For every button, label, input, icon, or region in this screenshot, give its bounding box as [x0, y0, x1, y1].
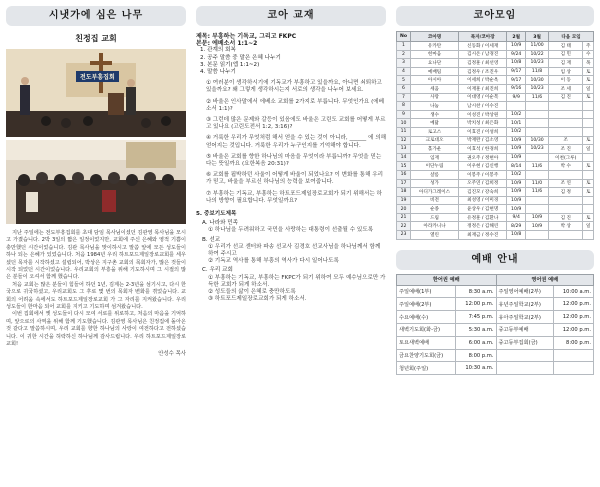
table-cell: 박치성 / 최은화: [459, 119, 507, 128]
table-cell: 나눔: [411, 102, 459, 111]
table-cell: [549, 102, 583, 111]
service-time: 10:30 a.m.: [456, 362, 496, 375]
table-cell: 토: [583, 213, 594, 222]
question: [196, 191, 386, 205]
table-cell: 김 정: [549, 188, 583, 197]
table-cell: 예배팀: [411, 67, 459, 76]
table-cell: 생수: [411, 110, 459, 119]
table-cell: 최성영 / 이미경: [459, 196, 507, 205]
prayer-item: ① 하나님을 두려워하고 국민을 사랑하는 대통령이 선출될 수 있도록: [208, 227, 374, 234]
table-cell: 열린: [411, 231, 459, 240]
essay-body: [6, 230, 186, 358]
question-text: ④ 거룩한 우리가 무엇처럼 해서 얻을 수 있는 것이 아니라, ______ 에 의해 얻어지는 것입니다. 거룩한 우리가 누구인지를 기억해야 합니다.: [206, 135, 387, 149]
table-cell: [526, 119, 549, 128]
table-cell: 주: [583, 42, 594, 51]
prayer-section-label: C. 우리 교회: [202, 267, 233, 274]
table-cell: [583, 231, 594, 240]
table-cell: 5: [397, 76, 411, 85]
table-cell: 7: [397, 93, 411, 102]
table-cell: 조 세: [549, 84, 583, 93]
service-name: 유년주일학교(2부): [496, 298, 553, 311]
table-cell: 예닮: [411, 119, 459, 128]
table-cell: 10/9: [507, 179, 526, 188]
section-header-middle: 코아 교재: [196, 6, 386, 26]
table-cell: [507, 102, 526, 111]
table-cell: 남시찬 / 이수진: [459, 102, 507, 111]
table-cell: 크로대오: [411, 136, 459, 145]
table-cell: 11: [397, 127, 411, 136]
table-cell: 김정훈 / 최선영: [459, 59, 507, 68]
table-row: [397, 205, 594, 214]
service-name: 주일영어예배(2부): [496, 285, 553, 298]
question: [196, 135, 386, 149]
table-row: [397, 196, 594, 205]
table-cell: [549, 110, 583, 119]
table-cell: 세움: [411, 84, 459, 93]
table-cell: 10: [397, 119, 411, 128]
table-cell: 일: [583, 84, 594, 93]
service-name: 토요새벽예배: [397, 336, 456, 349]
table-cell: 21: [397, 213, 411, 222]
table-cell: [583, 170, 594, 179]
section-header-worship: 예배 안내: [396, 250, 594, 270]
core-group-table: [396, 31, 594, 240]
table-cell: 9: [397, 110, 411, 119]
table-row: [397, 179, 594, 188]
study-outline: [196, 47, 386, 76]
table-cell: 11/6: [526, 188, 549, 197]
table-cell: 이 동: [549, 76, 583, 85]
worship-schedule-table: [396, 274, 594, 376]
table-cell: 11/00: [526, 42, 549, 51]
table-cell: [549, 231, 583, 240]
table-cell: 10/23: [526, 59, 549, 68]
essay-paragraph: 처음 교회는 많은 분들이 힘들어 하던 1년, 김계는 2-3년을 섬기시고, 다시 한국으로 귀국하셨고, 우리교회도 그 후로 몇 번의 목회자 변화를 겪었습니다. 교회의 어려움 속에서도 하트포드제일장로교회 가 그 자리를 지켜왔습니다. 우리 성도들이 한마음 되어 교회를 지키고 기도하며 섬겨왔습니다.: [6, 281, 186, 311]
table-cell: 10/9: [526, 213, 549, 222]
table-cell: [583, 102, 594, 111]
table-cell: 일: [583, 222, 594, 231]
table-cell: 6: [397, 84, 411, 93]
table-cell: [549, 170, 583, 179]
table-cell: [526, 127, 549, 136]
question-text: ② 바울은 인사말에서 에베소 교회를 2가지로 부릅니다. 무엇인가요 (에베소서 1:1)?: [206, 98, 385, 112]
table-cell: 유카탄: [411, 42, 459, 51]
service-time: 10:00 a.m.: [553, 285, 593, 298]
service-time: [553, 349, 593, 362]
study-scripture: 본문: 에베소서 1:1~2: [196, 40, 258, 48]
question: [196, 117, 386, 131]
table-row: [397, 76, 594, 85]
table-cell: 김 민: [549, 50, 583, 59]
table-cell: 11/6: [526, 162, 549, 171]
table-cell: 권오주 / 정현아: [459, 153, 507, 162]
table-cell: 22: [397, 222, 411, 231]
service-name: 수요예배(수): [397, 311, 456, 324]
table-row: [397, 162, 594, 171]
table-cell: 10/23: [526, 84, 549, 93]
service-name: 중고등부예배: [496, 324, 553, 337]
table-cell: 김시온 / 남경진: [459, 50, 507, 59]
table-header-row: [397, 32, 594, 42]
table-cell: 정정은 / 김해린: [459, 222, 507, 231]
table-row: [397, 50, 594, 59]
table-row: [397, 153, 594, 162]
table-cell: 샬롬: [411, 170, 459, 179]
question-text: ⑤ 바울은 교회를 향한 하나님의 마음을 무엇이라 부릅니까? 무엇을 믿는다는 뜻일까요 (요한복음 20:31)?: [206, 153, 382, 168]
table-cell: [583, 196, 594, 205]
table-cell: 20: [397, 205, 411, 214]
table-cell: 목: [583, 59, 594, 68]
service-time: 7:45 p.m.: [456, 311, 496, 324]
table-cell: 12: [397, 136, 411, 145]
table-cell: 박 상: [549, 222, 583, 231]
table-cell: 이천(그루): [549, 153, 583, 162]
table-cell: 윤상우 / 김현명: [459, 205, 507, 214]
service-time: 12:00 p.m.: [553, 311, 593, 324]
table-row: [397, 102, 594, 111]
question-text: ⑦ 부흥하는 기독교, 부흥하는 하트포드제일장로교회가 되기 위해서는 하나의 방향이 필요합니다. 무엇일까요?: [206, 190, 382, 204]
prayer-item: ② 기독교 역사를 통해 부흥의 역사가 다시 일어나도록: [208, 258, 339, 265]
table-cell: [549, 205, 583, 214]
service-time: [553, 362, 593, 375]
table-cell: 사랑: [411, 93, 459, 102]
table-row: [397, 42, 594, 51]
middle-column: [196, 6, 386, 304]
prayer-item: ① 부흥하는 기독교, 부흥하는 FKPC가 되기 위하여 모두 예수님으로만 가득한 교회가 되게 하소서.: [208, 274, 386, 288]
table-cell: 2: [397, 50, 411, 59]
service-time: 5:30 a.m.: [456, 324, 496, 337]
worship-rows: [397, 285, 594, 375]
table-cell: 10/9: [507, 136, 526, 145]
question-text: ③ 그런데 많은 문제와 갈등이 있음에도 바울은 고린도 교회를 어떻게 부르고 있나요 (고린도전서 1:2, 3:16)?: [206, 117, 386, 131]
outline-item: 2. 공주 말씀 중 말은 은혜 나누기: [200, 54, 281, 61]
service-time: 12:00 p.m.: [553, 298, 593, 311]
outline-item: 3. 본문 읽기(엡 1:1~2): [200, 61, 260, 68]
table-cell: 토: [583, 67, 594, 76]
table-cell: 10/9: [507, 42, 526, 51]
service-time: 12:00 p.m.: [456, 298, 496, 311]
table-row: [397, 136, 594, 145]
column-header: 2월: [507, 32, 526, 42]
essay-paragraph: 지난 주일에는 전도부흥집회를 초대 담임 목사님이셨던 김관영 목사님을 모시고 가졌습니다. 2박 3일의 짧은 일정이었지만, 교회에 주신 은혜와 영적 기쁨이 충만했던 시간이었습니다. 김관 목사님을 맞이하시고 말씀 앞에 모든 성도들이 하나 되는 은혜가 있었습니다. 처음 1984년 우리 하트포드제일장로교회를 세우셨던 목자를 시작하셨고 설립되어, 박상은 지구촌 교회의 목회자가, 많은 것들이 시작 되었던 시간이었습니다. 우리교회의 부흥을 위해 기도하시며 그 시절의 많은 분들이 오셔서 함께 했습니다.: [6, 230, 186, 281]
table-cell: 토: [583, 179, 594, 188]
table-cell: 16: [397, 170, 411, 179]
photo-sign-text: 전도부흥집회: [76, 71, 119, 82]
table-cell: 10/22: [526, 50, 549, 59]
table-row: [397, 145, 594, 154]
table-cell: 17: [397, 179, 411, 188]
table-cell: 이효석 / 한경희: [459, 145, 507, 154]
table-cell: 11/8: [526, 67, 549, 76]
table-cell: 이대영 / 이순복: [459, 93, 507, 102]
table-cell: 로고스: [411, 127, 459, 136]
table-cell: 김 진: [549, 93, 583, 102]
column-header: 한어권 예배: [397, 274, 497, 285]
table-cell: 박재완 / 김소영: [459, 136, 507, 145]
study-guide: [196, 33, 386, 304]
question: [196, 172, 386, 186]
table-cell: 10/9: [507, 188, 526, 197]
table-row: [397, 298, 594, 311]
table-cell: 임재: [411, 153, 459, 162]
table-cell: 홀가운: [411, 145, 459, 154]
table-cell: 10/2: [507, 110, 526, 119]
table-cell: 임 상: [549, 67, 583, 76]
table-cell: 8/14: [507, 162, 526, 171]
service-name: 금요찬양기도회(금): [397, 349, 456, 362]
table-row: [397, 119, 594, 128]
table-cell: 11/0: [526, 179, 549, 188]
table-row: [397, 110, 594, 119]
prayer-section-label: A. 나라와 민족: [202, 220, 239, 227]
table-cell: 유정훈 / 김환나: [459, 213, 507, 222]
table-cell: 14: [397, 153, 411, 162]
table-cell: 8/29: [507, 222, 526, 231]
table-cell: [526, 110, 549, 119]
table-cell: [583, 153, 594, 162]
question: [196, 80, 386, 94]
table-cell: 아라카니나: [411, 222, 459, 231]
column-header: 영어권 예배: [496, 274, 593, 285]
table-row: [397, 188, 594, 197]
table-cell: 수: [583, 50, 594, 59]
table-cell: 9/4: [507, 213, 526, 222]
table-cell: 김 태: [549, 42, 583, 51]
table-cell: 신동화 / 이세재: [459, 42, 507, 51]
column-header: 다음 모임: [549, 32, 594, 42]
table-row: [397, 231, 594, 240]
table-cell: 15: [397, 162, 411, 171]
table-cell: [526, 231, 549, 240]
service-name: 유아주일학교(2부): [496, 311, 553, 324]
table-cell: 13: [397, 145, 411, 154]
service-time: 8:00 p.m.: [553, 336, 593, 349]
table-cell: 김진모 / 강숙희: [459, 188, 507, 197]
table-cell: 10/9: [507, 145, 526, 154]
table-cell: [549, 127, 583, 136]
prayer-item: ① 우리가 선교 센터와 파송 선교사 김경호 선교사님을 하나님께서 함께 하여 주시고: [208, 243, 381, 258]
table-row: [397, 336, 594, 349]
table-row: [397, 170, 594, 179]
column-header: 목자/코아장: [459, 32, 507, 42]
table-cell: 토: [583, 136, 594, 145]
table-cell: 18: [397, 188, 411, 197]
service-name: 새벽기도회(화-금): [397, 324, 456, 337]
table-cell: 10/2: [507, 170, 526, 179]
table-cell: 성가: [411, 179, 459, 188]
table-cell: 토: [583, 162, 594, 171]
table-cell: 10/1: [507, 119, 526, 128]
table-header-row: [397, 274, 594, 285]
outline-item: 1. 관계의 회복: [200, 47, 236, 54]
table-cell: 10/9: [507, 153, 526, 162]
question: [196, 154, 386, 168]
table-cell: 김 재: [549, 59, 583, 68]
table-cell: 토: [583, 93, 594, 102]
table-row: [397, 59, 594, 68]
table-cell: [526, 205, 549, 214]
service-name: 주일예배(2부): [397, 298, 456, 311]
table-cell: 조: [549, 136, 583, 145]
column-header: No: [397, 32, 411, 42]
table-cell: [583, 205, 594, 214]
table-cell: 9/16: [507, 84, 526, 93]
table-row: [397, 222, 594, 231]
service-name: [496, 349, 553, 362]
table-row: [397, 213, 594, 222]
prayer-item: ② 성도들의 삶이 은혜로 충만하도록: [208, 289, 296, 296]
table-cell: 조 연: [549, 179, 583, 188]
service-time: 8:00 p.m.: [456, 349, 496, 362]
table-cell: 이봉주 / 이봉주: [459, 170, 507, 179]
table-cell: 드림: [411, 213, 459, 222]
table-cell: 10/8: [507, 231, 526, 240]
table-cell: 10/9: [526, 222, 549, 231]
table-cell: 조 진: [549, 145, 583, 154]
photo-pulpit: [6, 49, 186, 137]
table-cell: [526, 102, 549, 111]
table-cell: 이세희 / 박순옥: [459, 76, 507, 85]
table-cell: 이단누림: [411, 162, 459, 171]
table-cell: [583, 127, 594, 136]
table-row: [397, 127, 594, 136]
table-cell: 9/9: [507, 93, 526, 102]
question-text: ⑥ 교회를 핍박하던 사울이 어떻게 바울이 되었나요? 이 변화를 통해 우리가 믿고, 바울을 부르신 하나님의 능력을 보여줍니다.: [206, 172, 384, 186]
table-cell: 10/8: [507, 59, 526, 68]
table-cell: [549, 196, 583, 205]
service-time: 8:30 a.m.: [456, 285, 496, 298]
table-cell: 10/9: [507, 196, 526, 205]
essay-signature: 안성수 목사: [158, 350, 186, 357]
table-cell: 19: [397, 196, 411, 205]
section-header-left: 시냇가에 심은 나무: [6, 6, 186, 26]
table-cell: 김정우 / 조진우: [459, 67, 507, 76]
table-row: [397, 362, 594, 375]
table-row: [397, 84, 594, 93]
service-time: 6:00 a.m.: [456, 336, 496, 349]
table-cell: 헌마음: [411, 50, 459, 59]
prayer-heading: 5. 중보기도제목: [196, 211, 237, 218]
core-group-rows: [397, 42, 594, 240]
outline-item: 4. 말씀 나누기: [200, 69, 236, 76]
table-cell: 이효진 / 이성희: [459, 127, 507, 136]
table-cell: 9/24: [507, 50, 526, 59]
table-cell: 비전: [411, 196, 459, 205]
table-cell: 순종: [411, 205, 459, 214]
table-cell: 최재금 / 정수진: [459, 231, 507, 240]
question: [196, 99, 386, 113]
table-cell: 요나단: [411, 59, 459, 68]
table-row: [397, 67, 594, 76]
column-header: 3월: [526, 32, 549, 42]
table-cell: 이우현 / 김신행: [459, 162, 507, 171]
column-header: 코아명: [411, 32, 459, 42]
table-row: [397, 93, 594, 102]
table-cell: 토: [583, 188, 594, 197]
table-cell: 10/30: [526, 136, 549, 145]
table-cell: 박 수: [549, 162, 583, 171]
service-time: 12:00 p.m.: [553, 324, 593, 337]
table-cell: 23: [397, 231, 411, 240]
table-cell: 이재훈 / 최진희: [459, 84, 507, 93]
table-cell: 11/6: [526, 93, 549, 102]
table-cell: 토: [583, 76, 594, 85]
table-cell: 3: [397, 59, 411, 68]
table-cell: 9/17: [507, 76, 526, 85]
table-cell: [549, 119, 583, 128]
table-cell: 이성진 / 박상원: [459, 110, 507, 119]
table-cell: [526, 153, 549, 162]
table-cell: [526, 170, 549, 179]
table-cell: 9/17: [507, 67, 526, 76]
table-row: [397, 324, 594, 337]
table-cell: 김 진: [549, 213, 583, 222]
right-column: [396, 6, 594, 375]
table-cell: [526, 196, 549, 205]
table-cell: [583, 119, 594, 128]
left-column: [6, 6, 186, 358]
table-cell: 일: [583, 145, 594, 154]
photo-congregation: [6, 140, 186, 224]
table-row: [397, 311, 594, 324]
prayer-item: ③ 하트포드제일장로교회가 되게 하소서.: [208, 296, 307, 303]
table-cell: 10/23: [526, 145, 549, 154]
table-cell: 10/2: [507, 127, 526, 136]
study-title: 제목: 부흥하는 기독교, 그리고 FKPC: [196, 33, 297, 40]
service-name: 청년회(주일): [397, 362, 456, 375]
table-row: [397, 285, 594, 298]
table-cell: 10/9: [507, 205, 526, 214]
section-header-right: 코아모임: [396, 6, 594, 26]
table-cell: 1: [397, 42, 411, 51]
table-cell: 10/30: [526, 76, 549, 85]
service-name: 주일예배(1부): [397, 285, 456, 298]
table-cell: 아시아: [411, 76, 459, 85]
table-cell: 8: [397, 102, 411, 111]
table-row: [397, 349, 594, 362]
table-cell: [583, 110, 594, 119]
article-subtitle: 친정집 교회: [75, 34, 117, 43]
table-cell: 아디가그레이스: [411, 188, 459, 197]
essay-paragraph: 이번 집회에서 옛 성도들이 다시 모여 서로를 위로하고, 처음의 마음을 기억하며, 앞으로의 사역을 위해 함께 기도했습니다. 김관영 목사님은 친정집에 돌아온 것 같다고 말씀하시며, 우리 교회를 향한 하나님의 사랑이 여전하다고 전하셨습니다. 이 귀한 시간을 허락하신 하나님께 감사드립니다. 우리 하트포드제일장로교회!: [6, 311, 186, 348]
table-cell: 4: [397, 67, 411, 76]
service-name: [496, 362, 553, 375]
service-name: 중고등부집회(금): [496, 336, 553, 349]
question-text: ① 여러분이 생각하시기에 기독교가 부흥하고 있을까요, 아니면 쇠퇴하고 있을까요? 왜 그렇게 생각하시는지 서로의 생각을 나누어 보세요.: [206, 80, 382, 94]
prayer-section-label: B. 선교: [202, 236, 221, 243]
table-cell: 오주연 / 김희정: [459, 179, 507, 188]
